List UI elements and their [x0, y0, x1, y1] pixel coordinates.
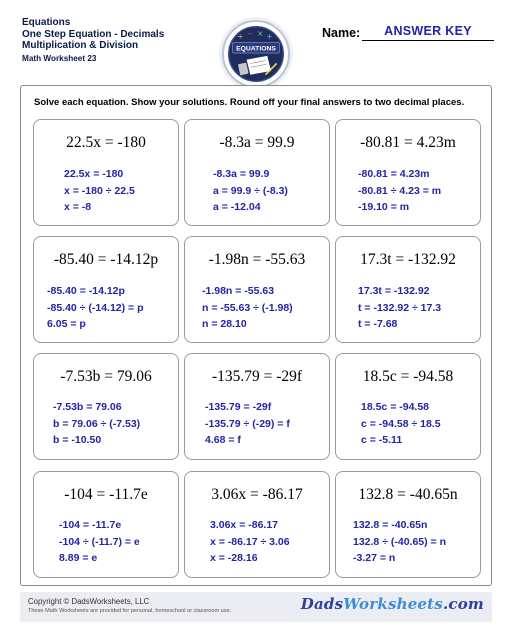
solution-step: b = 79.06 ÷ (-7.53)	[53, 417, 141, 430]
problem-equation: -85.40 = -14.12p	[53, 251, 159, 268]
solution-steps	[64, 166, 135, 216]
problem-card-7	[33, 353, 179, 460]
solution-steps	[205, 399, 290, 449]
solution-steps	[358, 283, 441, 333]
solution-step: x = -28.16	[210, 552, 258, 564]
answer-key-text: ANSWER KEY	[384, 24, 472, 38]
name-label: Name:	[322, 26, 361, 40]
problem-equation: -104 = -11.7e	[64, 486, 148, 503]
problem-card-12	[335, 471, 481, 578]
header-worksheet-number: Math Worksheet 23	[22, 53, 97, 63]
solution-step: 18.5c = -94.58	[361, 401, 430, 413]
svg-text:×: ×	[256, 29, 264, 39]
problem-equation: -8.3a = 99.9	[219, 134, 295, 151]
solution-step: -80.81 ÷ 4.23 = m	[358, 184, 442, 197]
problem-card-1	[33, 119, 179, 226]
problem-equation: -135.79 = -29f	[211, 368, 303, 385]
problem-equation: 3.06x = -86.17	[211, 486, 303, 503]
usage-note: These Math Worksheets are provided for personal, homeschool or classroom use.	[28, 608, 232, 614]
header-topic: One Step Equation - Decimals	[22, 28, 165, 40]
problem-equation: 18.5c = -94.58	[362, 368, 454, 385]
solution-step: 17.3t = -132.92	[358, 285, 430, 297]
solution-step: -19.10 = m	[358, 201, 410, 213]
problem-card-6	[335, 236, 481, 343]
solution-steps	[353, 517, 446, 567]
name-underline	[362, 40, 494, 41]
solution-steps	[53, 399, 140, 449]
solution-step: a = 99.9 ÷ (-8.3)	[213, 184, 288, 197]
solution-steps	[47, 283, 144, 333]
name-field	[322, 24, 494, 44]
problem-card-9	[335, 353, 481, 460]
brand-part-dads: Dads	[300, 595, 344, 613]
solution-steps	[358, 166, 441, 216]
worksheet-header	[22, 17, 222, 64]
svg-text:÷: ÷	[237, 31, 244, 41]
solution-step: t = -7.68	[358, 318, 398, 330]
problem-card-5	[184, 236, 330, 343]
solution-step: x = -8	[64, 201, 92, 213]
solution-step: 132.8 ÷ (-40.65) = n	[353, 535, 447, 548]
dadsworksheets-logo	[301, 595, 484, 613]
solution-step: x = -180 ÷ 22.5	[64, 184, 135, 197]
solution-step: n = -55.63 ÷ (-1.98)	[202, 301, 293, 314]
solution-step: -104 ÷ (-11.7) = e	[59, 535, 140, 548]
problem-card-8	[184, 353, 330, 460]
equations-badge-icon	[224, 22, 288, 86]
solution-step: b = -10.50	[53, 434, 102, 446]
problem-equation: -1.98n = -55.63	[208, 251, 306, 268]
solution-steps	[213, 166, 288, 216]
solution-steps	[59, 517, 140, 567]
svg-text:+: +	[266, 31, 273, 41]
solution-step: -135.79 = -29f	[205, 401, 272, 413]
problem-card-4	[33, 236, 179, 343]
solution-step: -85.40 ÷ (-14.12) = p	[47, 301, 144, 314]
header-title: Equations	[22, 17, 71, 28]
solution-step: -104 = -11.7e	[59, 519, 122, 531]
solution-step: n = 28.10	[202, 318, 247, 330]
brand-part-worksheets: Worksheets	[343, 595, 443, 613]
problem-equation: 17.3t = -132.92	[360, 251, 456, 268]
solution-step: t = -132.92 ÷ 17.3	[358, 301, 442, 314]
solution-step: a = -12.04	[213, 201, 261, 213]
problem-card-11	[184, 471, 330, 578]
problem-equation: 132.8 = -40.65n	[358, 486, 458, 503]
problem-card-2	[184, 119, 330, 226]
solution-step: -135.79 ÷ (-29) = f	[205, 417, 290, 430]
svg-text:EQUATIONS: EQUATIONS	[236, 45, 276, 53]
svg-text:−: −	[247, 30, 254, 39]
equations-logo	[222, 20, 290, 88]
instructions: Solve each equation. Show your solutions. Round off your final answers to two decimal places.	[34, 97, 465, 108]
solution-step: 8.89 = e	[59, 552, 98, 564]
solution-step: 6.05 = p	[47, 318, 86, 330]
footer	[20, 592, 492, 622]
solution-step: 132.8 = -40.65n	[353, 519, 428, 531]
copyright-text: Copyright © DadsWorksheets, LLC	[28, 597, 150, 606]
solution-step: -85.40 = -14.12p	[47, 285, 125, 297]
solution-steps	[361, 399, 441, 449]
solution-step: 4.68 = f	[205, 434, 241, 446]
brand-part-com: .com	[442, 595, 484, 613]
problem-equation: -80.81 = 4.23m	[360, 134, 456, 151]
solution-step: -3.27 = n	[353, 552, 396, 564]
solution-step: -8.3a = 99.9	[213, 168, 270, 180]
problem-card-10	[33, 471, 179, 578]
problem-equation: -7.53b = 79.06	[60, 368, 152, 385]
solution-step: c = -94.58 ÷ 18.5	[361, 417, 441, 430]
problem-equation: 22.5x = -180	[66, 134, 146, 151]
solution-step: -80.81 = 4.23m	[358, 168, 430, 180]
solution-step: x = -86.17 ÷ 3.06	[210, 535, 290, 548]
solution-step: 3.06x = -86.17	[210, 519, 279, 531]
solution-steps	[202, 283, 293, 333]
solution-step: -1.98n = -55.63	[202, 285, 275, 297]
solution-step: c = -5.11	[361, 434, 403, 446]
header-subtopic: Multiplication & Division	[22, 40, 139, 51]
solution-step: -7.53b = 79.06	[53, 401, 122, 413]
solution-steps	[210, 517, 290, 567]
problem-card-3	[335, 119, 481, 226]
solution-step: 22.5x = -180	[64, 168, 124, 180]
